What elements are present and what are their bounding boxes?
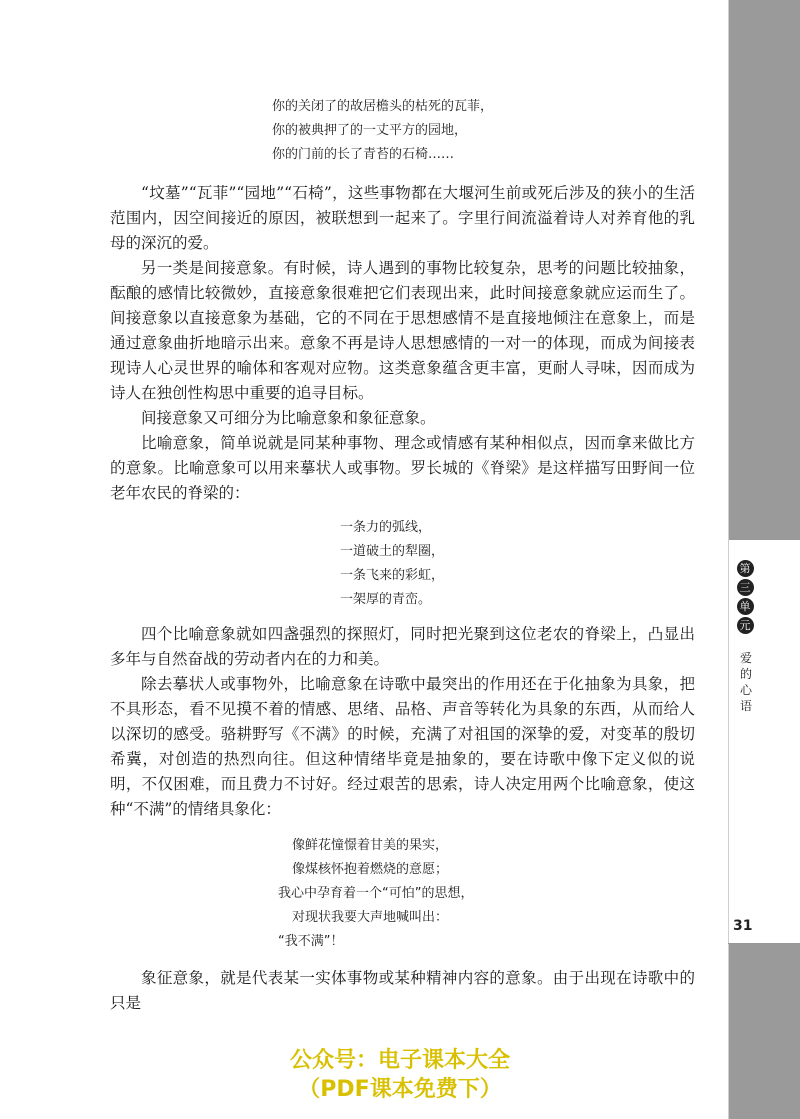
poem-quote-2 <box>340 516 695 612</box>
poem-line: 像煤核怀抱着燃烧的意愿； <box>292 862 449 877</box>
watermark-line-1: 公众号：电子课本大全 <box>289 1048 510 1073</box>
watermark-line-2: （PDF课本免费下） <box>298 1077 502 1102</box>
paragraph: 间接意象又可细分为比喻意象和象征意象。 <box>141 409 436 427</box>
paragraph: 象征意象，就是代表某一实体事物或某种精神内容的意象。由于出现在诗歌中的只是 <box>110 969 695 1012</box>
poem-line: 对现状我要大声地喊叫出： <box>292 910 449 925</box>
unit-title: 爱的心语 <box>739 651 752 713</box>
poem-line: “我不满”！ <box>278 934 344 949</box>
unit-char: 单 <box>737 598 754 615</box>
page-number: 31 <box>733 918 753 934</box>
margin-gray-block-top <box>729 0 800 540</box>
paragraph: 四个比喻意象就如四盏强烈的探照灯，同时把光聚到这位老农的脊梁上，凸显出多年与自然奋战的劳动者内在的力和美。 <box>110 625 695 668</box>
unit-char: 元 <box>737 617 754 634</box>
main-text <box>110 95 695 1016</box>
poem-line: 你的关闭了的故居檐头的枯死的瓦菲， <box>272 99 494 114</box>
margin-rule <box>728 943 800 944</box>
poem-line: 我心中孕育着一个“可怕”的思想， <box>278 886 474 901</box>
poem-line: 你的门前的长了青苔的石椅…… <box>272 147 455 162</box>
unit-char: 第 <box>737 560 754 577</box>
paragraph: 比喻意象，简单说就是同某种事物、理念或情感有某种相似点，因而拿来做比方的意象。比喻意象可以用来摹状人或事物。罗长城的《脊梁》是这样描写田野间一位老年农民的脊梁的： <box>110 434 695 502</box>
poem-line: 一条力的弧线， <box>340 520 432 535</box>
poem-quote-1 <box>272 95 695 167</box>
paragraph: 另一类是间接意象。有时候，诗人遇到的事物比较复杂，思考的问题比较抽象，酝酿的感情比较微妙，直接意象很难把它们表现出来，此时间接意象就应运而生了。间接意象以直接意象为基础，它的不同在于思想感情不是直接地倾注在意象上，而是通过意象曲折地暗示出来。意象不再是诗人思想感情的一对一的体现，而成为间接表现诗人心灵世界的喻体和客观对应物。这类意象蕴含更丰富，更耐人寻味，因而成为诗人在独创性构思中重要的追寻目标。 <box>110 259 695 402</box>
paragraph: 除去摹状人或事物外，比喻意象在诗歌中最突出的作用还在于化抽象为具象，把不具形态，看不见摸不着的情感、思绪、品格、声音等转化为具象的东西，从而给人以深切的感受。骆耕野写《不满》的时候，充满了对祖国的深挚的爱，对变革的殷切希冀，对创造的热烈向往。但这种情绪毕竟是抽象的，要在诗歌中像下定义似的说明，不仅困难，而且费力不讨好。经过艰苦的思索，诗人决定用两个比喻意象，使这种“不满”的情绪具象化： <box>110 675 695 818</box>
unit-char: 三 <box>737 579 754 596</box>
poem-line: 一条飞来的彩虹， <box>340 568 445 583</box>
paragraph: “坟墓”“瓦菲”“园地”“石椅”，这些事物都在大堰河生前或死后涉及的狭小的生活范围内，因空间接近的原因，被联想到一起来了。字里行间流溢着诗人对养育他的乳母的深沉的爱。 <box>110 184 695 252</box>
unit-badge <box>736 560 754 634</box>
poem-line: 一道破土的犁圈， <box>340 544 445 559</box>
poem-line: 像鲜花憧憬着甘美的果实， <box>292 838 449 853</box>
poem-line: 一架厚的青峦。 <box>340 592 432 607</box>
poem-quote-3 <box>278 834 695 954</box>
poem-line: 你的被典押了的一丈平方的园地， <box>272 123 468 138</box>
